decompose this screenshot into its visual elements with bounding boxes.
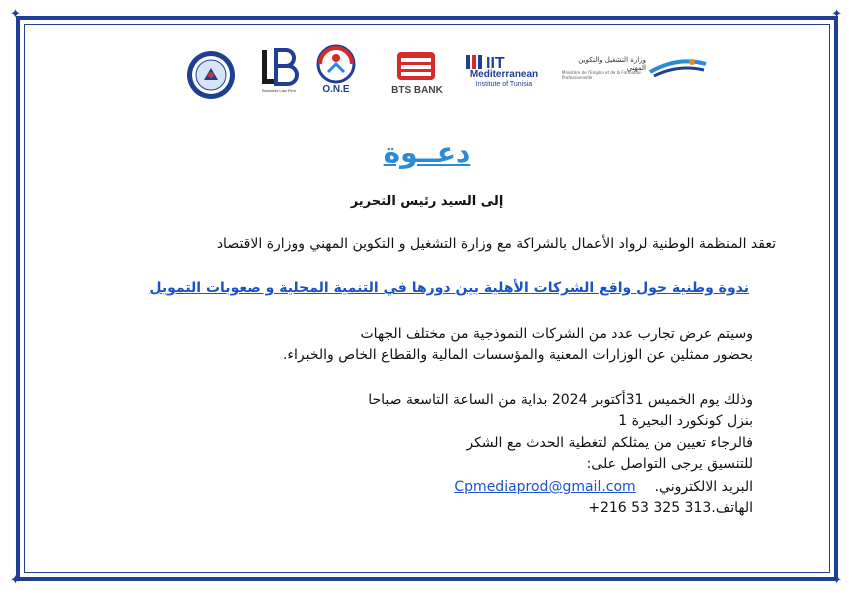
business-law-logo <box>256 48 302 96</box>
mit-subtitle: Institute of Tunisia <box>475 81 533 88</box>
mit-title: Mediterranean <box>469 69 539 80</box>
email-link[interactable]: Cpmediaprod@gmail.com <box>454 479 636 495</box>
one-caption: O.N.E <box>322 84 350 95</box>
mediterranean-institute-logo <box>462 54 546 92</box>
phone-label: الهاتف. <box>711 500 753 516</box>
phone-line <box>588 500 753 516</box>
body-line-attendees: بحضور ممثلين عن الوزارات المعنية والمؤسسات المالية والقطاع الخاص والخبراء. <box>282 347 753 363</box>
partner-logos <box>186 44 706 100</box>
svg-text:IIT: IIT <box>486 55 505 70</box>
ministry-subtitle: Ministère de l'Emploi et de la Formation Professionnelle <box>562 70 642 80</box>
date-line: وذلك يوم الخميس 31أكتوبر 2024 بداية من الساعة التاسعة صباحا <box>368 392 753 408</box>
bts-bank-logo <box>384 50 450 98</box>
corner-ornament-icon: ✦ <box>831 573 842 588</box>
invitation-title: دعــوة <box>383 136 471 169</box>
email-label: البريد الالكتروني. <box>654 479 753 495</box>
ministry-title: وزارة التشغيل والتكوين المهني <box>578 56 646 72</box>
bts-caption: BTS BANK <box>391 85 443 96</box>
body-line-experiences: وسيتم عرض تجارب عدد من الشركات النموذجية من مختلف الجهات <box>360 326 753 342</box>
corner-ornament-icon: ✦ <box>10 573 21 588</box>
coordination-line: للتنسيق يرجى التواصل على: <box>586 456 753 472</box>
email-line <box>454 479 753 495</box>
one-logo <box>314 44 358 98</box>
tunisia-seal-logo <box>186 50 236 100</box>
corner-ornament-icon: ✦ <box>10 7 21 22</box>
corner-ornament-icon: ✦ <box>831 7 842 22</box>
lb-caption: Business Law Firm <box>262 88 296 93</box>
phone-number: +216 53 325 313 <box>588 500 712 516</box>
request-line: فالرجاء تعيين من يمثلكم لتغطية الحدث مع الشكر <box>466 435 753 451</box>
venue-line: بنزل كونكورد البحيرة 1 <box>618 413 753 429</box>
seminar-topic: ندوة وطنية حول واقع الشركات الأهلية بين دورها في التنمية المحلية و صعوبات التمويل <box>149 280 749 296</box>
ministry-employment-logo <box>562 52 708 92</box>
addressee: إلى السيد رئيس التحرير <box>350 194 504 209</box>
intro-line: تعقد المنظمة الوطنية لرواد الأعمال بالشراكة مع وزارة التشغيل و التكوين المهني ووزارة الاقتصاد <box>216 236 776 252</box>
